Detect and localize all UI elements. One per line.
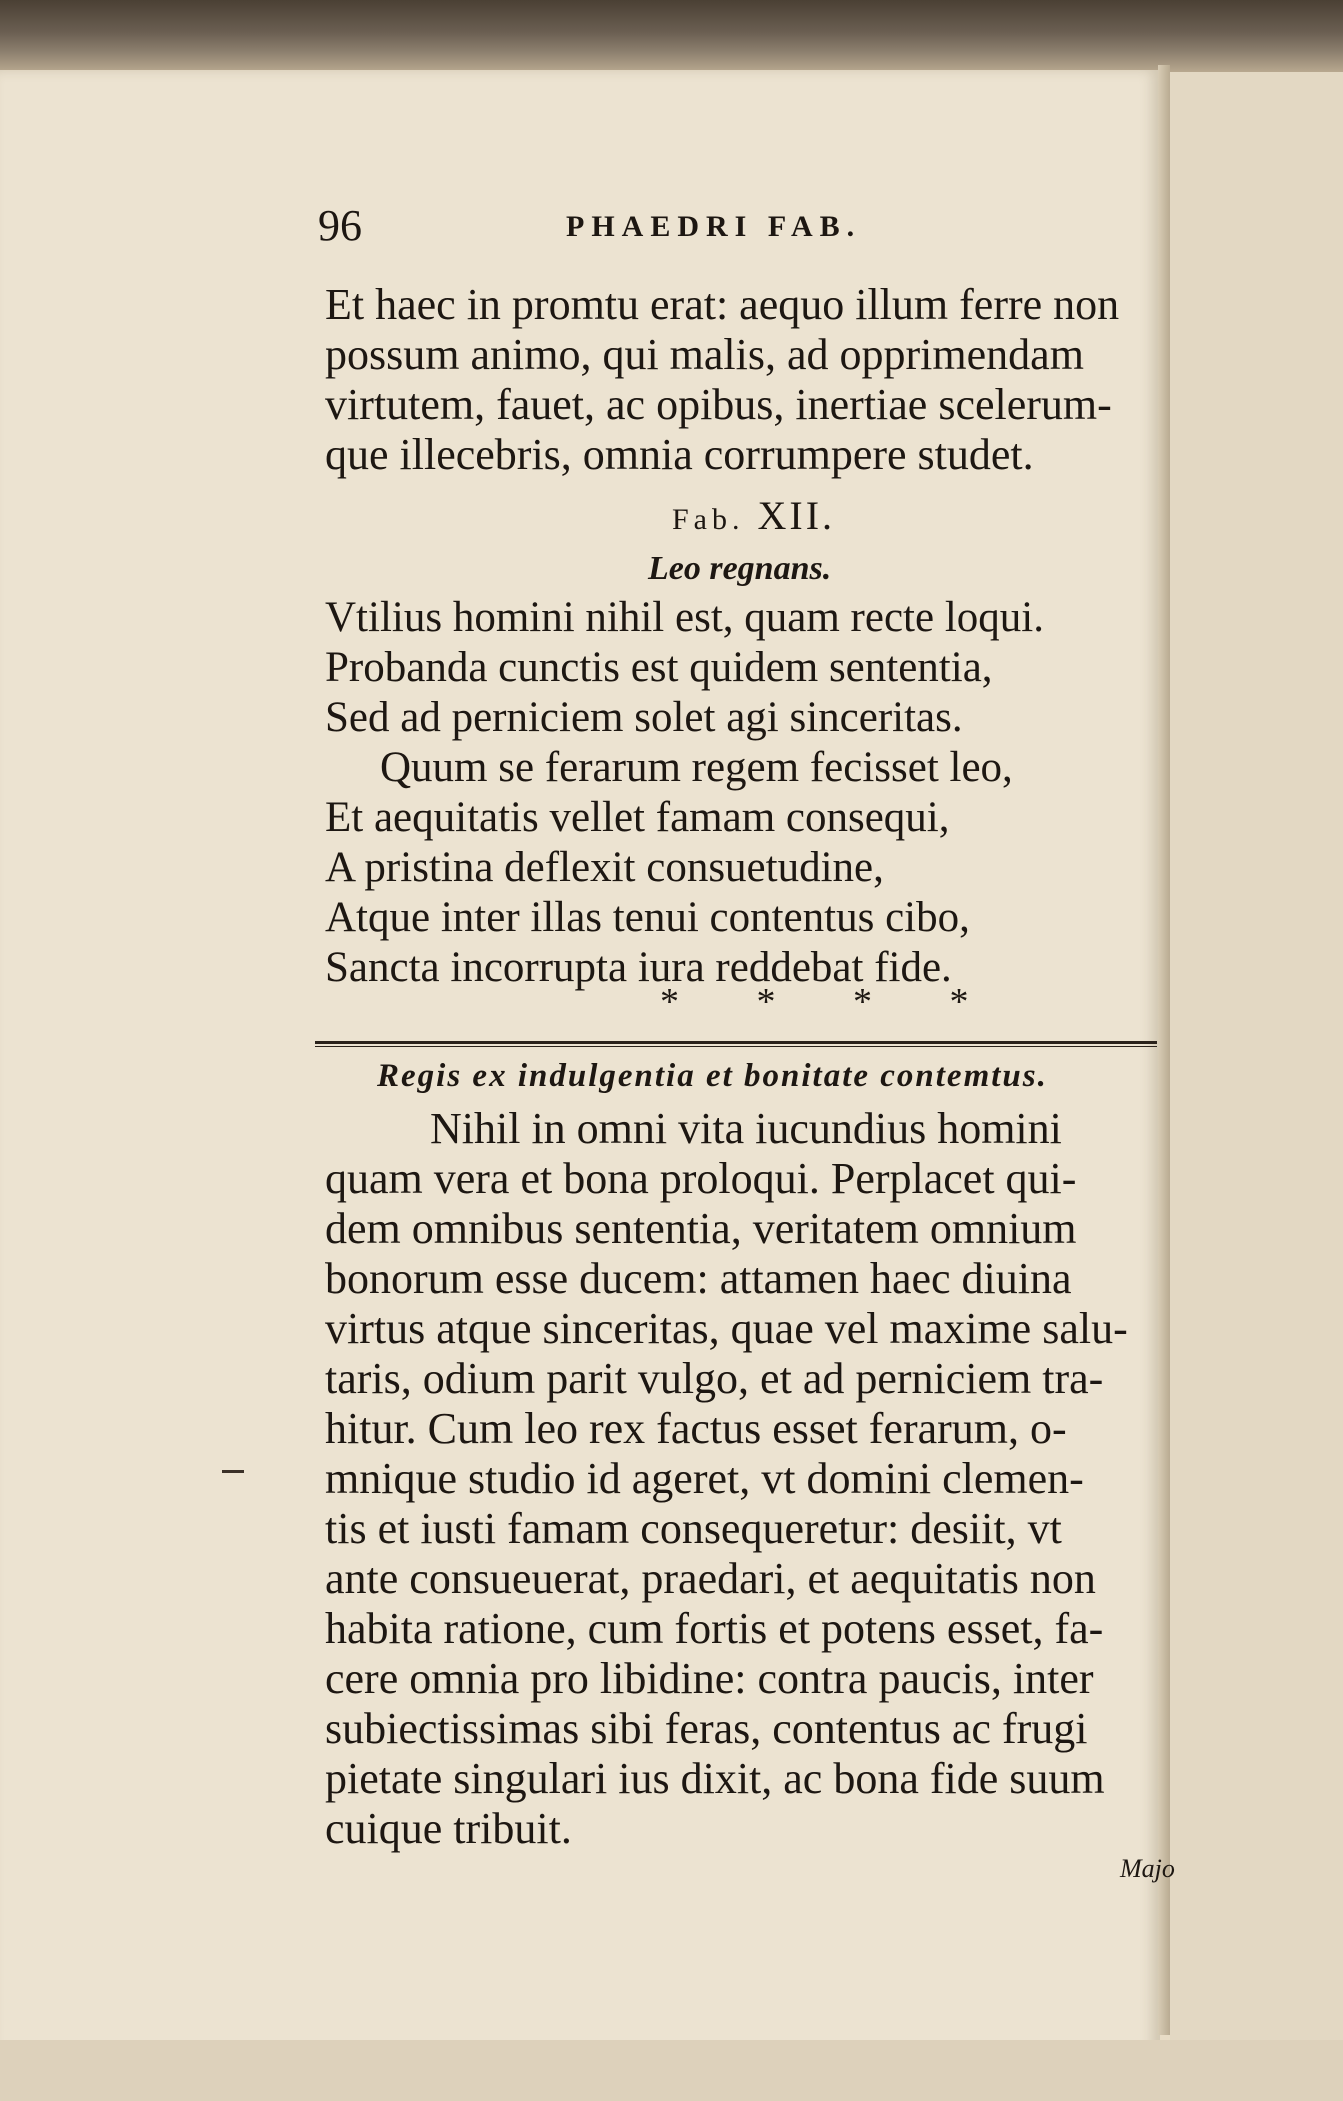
prose-line: tis et iusti famam consequeretur: desiit, vt bbox=[325, 1504, 1062, 1553]
prose-line: habita ratione, cum fortis et potens esset, fa- bbox=[325, 1604, 1104, 1653]
prose-line: pietate singulari ius dixit, ac bona fide suum bbox=[325, 1754, 1105, 1803]
facing-page-edge bbox=[1170, 72, 1343, 2101]
book-binding-top bbox=[0, 0, 1343, 72]
page-bottom-strip bbox=[0, 2040, 1343, 2101]
fable-verses bbox=[325, 593, 1165, 993]
verse-line: Sancta incorrupta iura reddebat fide. bbox=[325, 944, 952, 991]
prose-line: hitur. Cum leo rex factus esset ferarum, o- bbox=[325, 1404, 1067, 1453]
page-header bbox=[318, 200, 958, 260]
verse-line: Vtilius homini nihil est, quam recte loqui. bbox=[325, 594, 1044, 641]
prose-line: taris, odium parit vulgo, et ad perniciem tra- bbox=[325, 1354, 1104, 1403]
fable-title: Leo regnans. bbox=[648, 550, 832, 587]
prose-line: cuique tribuit. bbox=[325, 1804, 572, 1853]
prose-line: mnique studio id ageret, vt domini clemen- bbox=[325, 1454, 1084, 1503]
prose-line: subiectissimas sibi feras, contentus ac frugi bbox=[325, 1704, 1088, 1753]
prose-line: ante consueuerat, praedari, et aequitatis non bbox=[325, 1554, 1096, 1603]
preceding-text bbox=[325, 280, 1165, 480]
verse-line: Sed ad perniciem solet agi sinceritas. bbox=[325, 694, 963, 741]
lacuna-asterisks: * * * * bbox=[660, 981, 1003, 1023]
prose-heading: Regis ex indulgentia et bonitate contemtus. bbox=[377, 1058, 1048, 1094]
verse-line: Atque inter illas tenui contentus cibo, bbox=[325, 894, 970, 941]
prose-paraphrase bbox=[325, 1104, 1165, 1854]
prose-line: bonorum esse ducem: attamen haec diuina bbox=[325, 1254, 1072, 1303]
page-number: 96 bbox=[318, 201, 362, 250]
verse-line: Et aequitatis vellet famam consequi, bbox=[325, 794, 950, 841]
verse-line: A pristina deflexit consuetudine, bbox=[325, 844, 884, 891]
text-line: possum animo, qui malis, ad opprimendam bbox=[325, 330, 1084, 379]
section-rule bbox=[315, 1041, 1157, 1047]
text-line: Et haec in promtu erat: aequo illum ferre non bbox=[325, 280, 1120, 329]
verse-line: Probanda cunctis est quidem sententia, bbox=[325, 644, 993, 691]
catchword: Majo bbox=[1120, 1854, 1175, 1883]
prose-line: Nihil in omni vita iucundius homini bbox=[430, 1104, 1062, 1153]
text-line: virtutem, fauet, ac opibus, inertiae scelerum- bbox=[325, 380, 1112, 429]
prose-line: cere omnia pro libidine: contra paucis, inter bbox=[325, 1654, 1094, 1703]
running-title: PHAEDRI FAB. bbox=[566, 210, 862, 243]
fable-numeral: XII. bbox=[757, 493, 836, 538]
fable-label: Fab. bbox=[672, 503, 745, 536]
margin-mark bbox=[222, 1470, 244, 1473]
prose-line: dem omnibus sententia, veritatem omnium bbox=[325, 1204, 1077, 1253]
prose-line: virtus atque sinceritas, quae vel maxime salu- bbox=[325, 1304, 1128, 1353]
prose-line: quam vera et bona proloqui. Perplacet qui- bbox=[325, 1154, 1077, 1203]
verse-line: Quum se ferarum regem fecisset leo, bbox=[380, 744, 1013, 791]
fable-number bbox=[672, 492, 835, 539]
text-line: que illecebris, omnia corrumpere studet. bbox=[325, 430, 1034, 479]
